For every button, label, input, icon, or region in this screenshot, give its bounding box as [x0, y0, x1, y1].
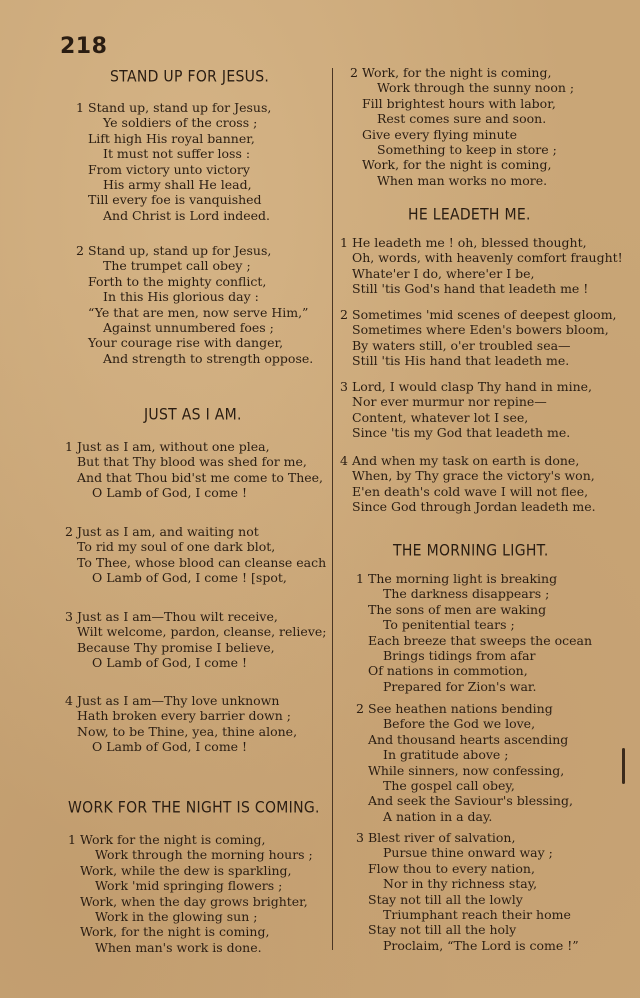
verse-line	[340, 322, 617, 337]
verse-just-as-i-am-2	[65, 524, 326, 586]
verse-line	[356, 747, 573, 762]
verse-line-text: Just as I am—Thou wilt receive,	[77, 609, 278, 624]
verse-line	[350, 157, 574, 172]
verse-line	[76, 192, 271, 207]
verse-line-text: To penitential tears ;	[383, 617, 515, 633]
verse-line	[65, 539, 326, 554]
verse-line	[76, 131, 271, 146]
column-divider	[332, 68, 333, 950]
verse-line-text: And Christ is Lord indeed.	[103, 207, 271, 223]
verse-line-text: Work, for the night is coming,	[80, 924, 270, 940]
verse-line	[68, 863, 313, 878]
hymn-title-work-for-night: WORK FOR THE NIGHT IS COMING.	[68, 799, 320, 817]
verse-line	[76, 289, 313, 304]
verse-line-text: Content, whatever lot I see,	[352, 409, 529, 425]
verse-line-text: Just as I am, without one plea,	[77, 439, 270, 454]
verse-line-text: Triumphant reach their home	[383, 906, 571, 922]
verse-line-text: Stand up, stand up for Jesus,	[88, 243, 272, 258]
verse-line	[356, 793, 573, 808]
verse-line	[356, 892, 579, 907]
verse-line	[76, 115, 271, 130]
verse-line-text: Work, when the day grows brighter,	[80, 893, 308, 909]
verse-line-text: And strength to strength oppose.	[103, 350, 314, 366]
verse-number: 2	[76, 243, 84, 258]
verse-line-text: Work through the morning hours ;	[95, 847, 313, 863]
verse-line	[76, 243, 313, 258]
verse-line-text: O Lamb of God, I come !	[92, 485, 248, 501]
verse-line-text: Proclaim, “The Lord is come !”	[383, 937, 579, 953]
verse-line-text: Work 'mid springing flowers ;	[95, 878, 283, 894]
verse-line-text: Work for the night is coming,	[80, 832, 266, 847]
verse-morning-light-1	[356, 571, 592, 694]
verse-line	[76, 351, 313, 366]
verse-line	[356, 907, 579, 922]
verse-number: 3	[65, 609, 73, 624]
verse-line-text: And that Thou bid'st me come to Thee,	[77, 469, 324, 485]
verse-line-text: Work through the sunny noon ;	[377, 80, 575, 96]
verse-line-text: O Lamb of God, I come !	[92, 739, 248, 755]
verse-number: 1	[68, 832, 76, 847]
verse-line	[65, 454, 323, 469]
verse-line	[356, 809, 573, 824]
verse-line-text: Hath broken every barrier down ;	[77, 708, 291, 724]
verse-just-as-i-am-3	[65, 609, 327, 671]
verse-line	[340, 235, 623, 250]
verse-line	[340, 338, 617, 353]
verse-line	[356, 679, 592, 694]
verse-line	[356, 716, 573, 731]
verse-line	[76, 335, 313, 350]
verse-line	[356, 845, 579, 860]
verse-line-text: Rest comes sure and soon.	[377, 111, 547, 127]
verse-just-as-i-am-4	[65, 693, 297, 755]
verse-line-text: Since God through Jordan leadeth me.	[352, 499, 596, 515]
verse-line	[350, 65, 574, 80]
verse-line	[356, 763, 573, 778]
verse-just-as-i-am-1	[65, 439, 323, 501]
verse-line	[340, 425, 592, 440]
verse-number: 2	[350, 65, 358, 80]
verse-line-text: And thousand hearts ascending	[368, 731, 569, 747]
verse-number: 1	[356, 571, 364, 586]
verse-line-text: While sinners, now confessing,	[368, 762, 565, 778]
hymn-title-just-as-i-am: JUST AS I AM.	[144, 406, 242, 424]
verse-line	[340, 353, 617, 368]
verse-line-text: Oh, words, with heavenly comfort fraught!	[352, 250, 623, 266]
verse-number: 2	[340, 307, 348, 322]
verse-line-text: Work, for the night is coming,	[362, 157, 552, 173]
verse-line	[76, 162, 271, 177]
verse-line	[350, 142, 574, 157]
verse-line-text: Stay not till all the lowly	[368, 891, 523, 907]
verse-line-text: When man works no more.	[377, 172, 548, 188]
verse-line-text: Brings tidings from afar	[383, 647, 536, 663]
verse-number: 2	[65, 524, 73, 539]
binding-mark	[622, 748, 625, 784]
verse-line-text: Give every flying minute	[362, 126, 518, 142]
verse-line	[340, 379, 592, 394]
verse-line	[340, 307, 617, 322]
verse-line	[68, 940, 313, 955]
verse-work-for-night-2	[350, 65, 574, 188]
verse-line	[356, 617, 592, 632]
verse-number: 1	[340, 235, 348, 250]
verse-morning-light-2	[356, 701, 573, 824]
verse-line	[76, 146, 271, 161]
verse-line	[65, 570, 326, 585]
verse-line	[68, 894, 313, 909]
verse-line-text: Lift high His royal banner,	[88, 130, 255, 146]
verse-line	[356, 663, 592, 678]
verse-line	[356, 586, 592, 601]
verse-line	[65, 655, 327, 670]
verse-stand-up-1	[76, 100, 271, 223]
verse-line-text: Work, while the dew is sparkling,	[80, 862, 292, 878]
verse-line-text: Nor in thy richness stay,	[383, 876, 538, 892]
verse-line	[350, 127, 574, 142]
verse-line	[68, 878, 313, 893]
verse-line	[350, 96, 574, 111]
verse-work-for-night-1	[68, 832, 313, 955]
verse-line-text: Sometimes 'mid scenes of deepest gloom,	[352, 307, 617, 322]
verse-line	[76, 274, 313, 289]
verse-number: 3	[356, 830, 364, 845]
verse-line-text: By waters still, o'er troubled sea—	[352, 337, 571, 353]
verse-line-text: Because Thy promise I believe,	[77, 639, 275, 655]
verse-number: 4	[340, 453, 348, 468]
verse-line-text: Since 'tis my God that leadeth me.	[352, 425, 571, 441]
verse-line-text: Prepared for Zion's war.	[383, 678, 537, 694]
verse-line	[340, 281, 623, 296]
verse-line-text: Whate'er I do, where'er I be,	[352, 265, 535, 281]
verse-line-text: Lord, I would clasp Thy hand in mine,	[352, 379, 592, 394]
verse-line	[356, 701, 573, 716]
verse-line-text: See heathen nations bending	[368, 701, 553, 716]
verse-line	[356, 861, 579, 876]
verse-line-text: Of nations in commotion,	[368, 663, 528, 679]
verse-line-text: A nation in a day.	[383, 808, 493, 824]
hymn-title-stand-up: STAND UP FOR JESUS.	[110, 68, 270, 86]
verse-line	[76, 177, 271, 192]
verse-line-text: Now, to be Thine, yea, thine alone,	[77, 723, 298, 739]
verse-line-text: The gospel call obey,	[383, 777, 515, 793]
verse-line	[65, 485, 323, 500]
verse-line-text: But that Thy blood was shed for me,	[77, 454, 307, 470]
verse-line-text: The darkness disappears ;	[383, 586, 550, 602]
verse-line-text: He leadeth me ! oh, blessed thought,	[352, 235, 587, 250]
verse-line	[356, 778, 573, 793]
verse-line	[65, 693, 297, 708]
verse-line-text: It must not suffer loss :	[103, 146, 251, 162]
verse-line	[68, 847, 313, 862]
verse-line	[76, 258, 313, 273]
verse-line	[340, 266, 623, 281]
verse-line-text: Till every foe is vanquished	[88, 192, 262, 208]
verse-line-text: The sons of men are waking	[368, 601, 547, 617]
verse-line	[68, 909, 313, 924]
verse-line	[340, 499, 596, 514]
verse-line-text: Stay not till all the holy	[368, 922, 517, 938]
verse-he-leadeth-me-1	[340, 235, 623, 297]
hymn-title-morning-light: THE MORNING LIGHT.	[393, 542, 549, 560]
verse-line-text: Blest river of salvation,	[368, 830, 516, 845]
verse-line-text: From victory unto victory	[88, 161, 250, 177]
verse-line	[350, 111, 574, 126]
verse-line	[356, 732, 573, 747]
verse-line	[340, 410, 592, 425]
verse-line-text: O Lamb of God, I come !	[92, 655, 248, 671]
verse-number: 3	[340, 379, 348, 394]
verse-line-text: Work in the glowing sun ;	[95, 908, 258, 924]
verse-line-text: And seek the Saviour's blessing,	[368, 793, 573, 809]
verse-line-text: To Thee, whose blood can cleanse each	[77, 554, 327, 570]
verse-line-text: The morning light is breaking	[368, 571, 558, 586]
verse-line	[76, 305, 313, 320]
verse-line	[65, 470, 323, 485]
verse-line-text: “Ye that are men, now serve Him,”	[88, 304, 309, 320]
verse-line-text: Wilt welcome, pardon, cleanse, relieve;	[77, 624, 327, 640]
verse-line-text: The trumpet call obey ;	[103, 258, 251, 274]
verse-he-leadeth-me-3	[340, 379, 592, 441]
verse-line-text: In this His glorious day :	[103, 289, 259, 305]
verse-number: 2	[356, 701, 364, 716]
page-number: 218	[60, 34, 108, 59]
verse-line-text: To rid my soul of one dark blot,	[77, 539, 276, 555]
verse-line	[65, 708, 297, 723]
verse-line-text: O Lamb of God, I come ! [spot,	[92, 570, 287, 586]
verse-line	[65, 624, 327, 639]
verse-line	[76, 320, 313, 335]
verse-stand-up-2	[76, 243, 313, 366]
verse-line-text: Sometimes where Eden's bowers bloom,	[352, 322, 609, 338]
verse-line-text: Something to keep in store ;	[377, 141, 557, 157]
verse-number: 4	[65, 693, 73, 708]
verse-line	[65, 439, 323, 454]
verse-line	[65, 609, 327, 624]
verse-line	[68, 832, 313, 847]
verse-line	[65, 524, 326, 539]
verse-line-text: Against unnumbered foes ;	[103, 319, 274, 335]
verse-line-text: Pursue thine onward way ;	[383, 845, 553, 861]
verse-line	[356, 830, 579, 845]
verse-number: 1	[65, 439, 73, 454]
verse-line-text: Still 'tis God's hand that leadeth me !	[352, 281, 589, 297]
verse-line	[356, 922, 579, 937]
verse-line	[340, 250, 623, 265]
verse-line	[356, 938, 579, 953]
verse-line	[65, 724, 297, 739]
verse-line	[356, 571, 592, 586]
verse-line	[65, 555, 326, 570]
verse-line	[356, 602, 592, 617]
verse-line-text: Still 'tis His hand that leadeth me.	[352, 353, 570, 369]
verse-line-text: Work, for the night is coming,	[362, 65, 552, 80]
verse-morning-light-3	[356, 830, 579, 953]
verse-line-text: E'en death's cold wave I will not flee,	[352, 483, 589, 499]
verse-line	[356, 876, 579, 891]
verse-number: 1	[76, 100, 84, 115]
verse-line-text: Each breeze that sweeps the ocean	[368, 632, 593, 648]
verse-line	[76, 100, 271, 115]
verse-line-text: Before the God we love,	[383, 716, 536, 732]
verse-line	[340, 453, 596, 468]
verse-line-text: And when my task on earth is done,	[352, 453, 580, 468]
verse-line-text: Ye soldiers of the cross ;	[103, 115, 258, 131]
verse-line	[340, 394, 592, 409]
verse-line	[356, 648, 592, 663]
hymn-title-he-leadeth-me: HE LEADETH ME.	[408, 206, 531, 224]
verse-he-leadeth-me-2	[340, 307, 617, 369]
verse-line	[65, 739, 297, 754]
verse-line-text: Just as I am—Thy love unknown	[77, 693, 280, 708]
verse-line-text: When man's work is done.	[95, 939, 262, 955]
verse-line-text: Just as I am, and waiting not	[77, 524, 259, 539]
verse-line	[340, 484, 596, 499]
verse-line	[65, 640, 327, 655]
verse-line-text: In gratitude above ;	[383, 747, 509, 763]
verse-line-text: When, by Thy grace the victory's won,	[352, 468, 595, 484]
verse-line-text: Stand up, stand up for Jesus,	[88, 100, 272, 115]
verse-line	[350, 173, 574, 188]
verse-line	[350, 80, 574, 95]
verse-he-leadeth-me-4	[340, 453, 596, 515]
verse-line	[68, 924, 313, 939]
verse-line	[76, 208, 271, 223]
verse-line-text: Flow thou to every nation,	[368, 860, 535, 876]
verse-line-text: Fill brightest hours with labor,	[362, 95, 556, 111]
verse-line	[356, 633, 592, 648]
verse-line-text: Forth to the mighty conflict,	[88, 273, 267, 289]
verse-line-text: Your courage rise with danger,	[88, 335, 284, 351]
verse-line-text: Nor ever murmur nor repine—	[352, 394, 547, 410]
verse-line	[340, 468, 596, 483]
verse-line-text: His army shall He lead,	[103, 176, 252, 192]
